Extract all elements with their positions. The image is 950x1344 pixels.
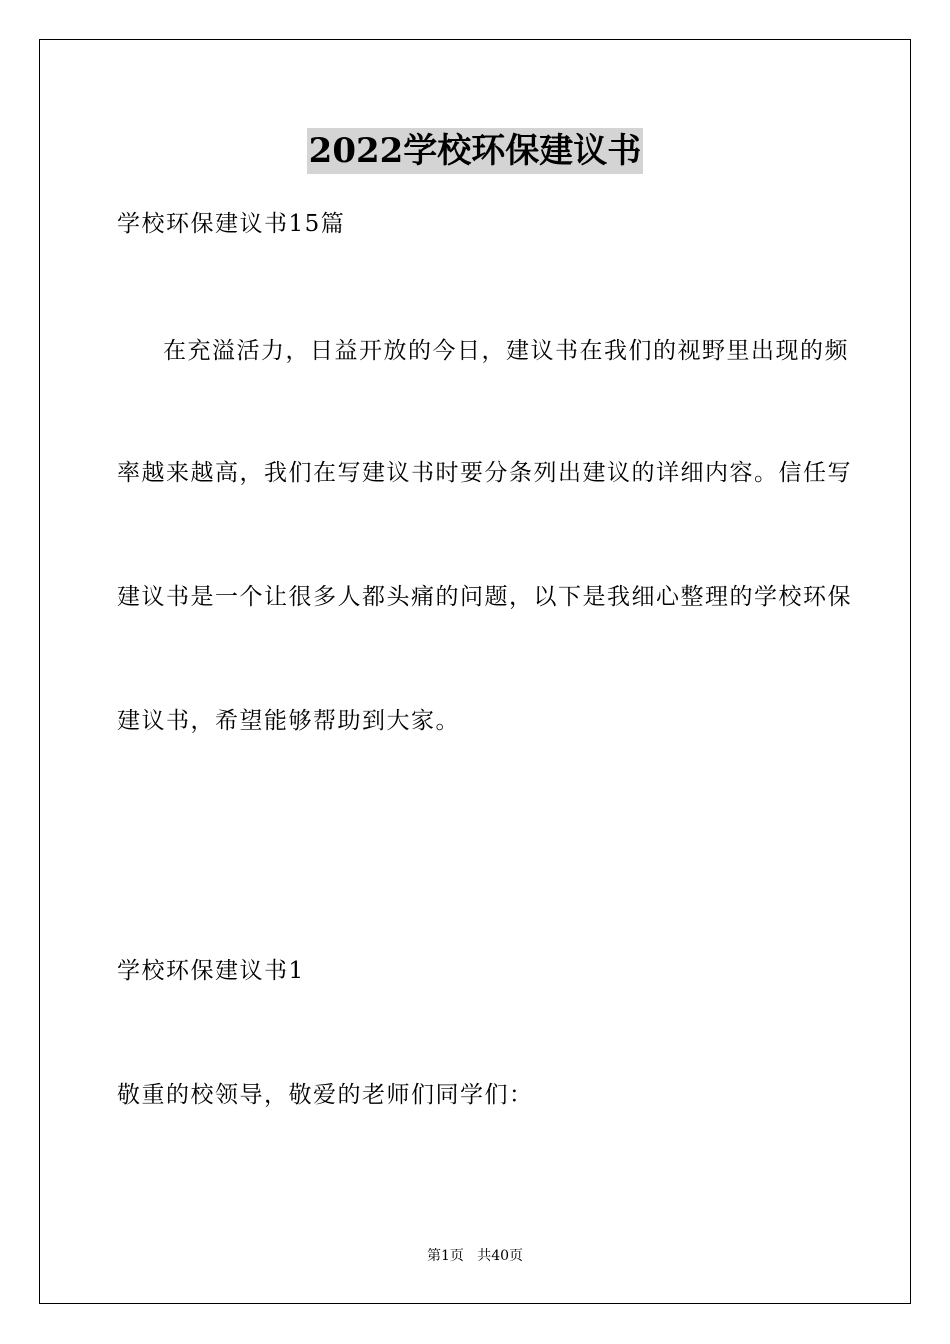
- document-subtitle: 学校环保建议书15篇: [117, 211, 346, 237]
- document-title: 2022学校环保建议书: [307, 128, 644, 174]
- intro-line-2: 率越来越高，我们在写建议书时要分条列出建议的详细内容。信任写: [117, 460, 852, 486]
- intro-line-1: 在充溢活力，日益开放的今日，建议书在我们的视野里出现的频: [163, 338, 849, 364]
- page-footer: 第1页 共40页: [426, 1248, 524, 1264]
- intro-line-4: 建议书，希望能够帮助到大家。: [117, 708, 460, 734]
- title-container: [0, 128, 950, 174]
- section-heading: 学校环保建议书1: [117, 958, 305, 984]
- salutation: 敬重的校领导，敬爱的老师们同学们：: [117, 1082, 534, 1108]
- intro-line-3: 建议书是一个让很多人都头痛的问题，以下是我细心整理的学校环保: [117, 584, 852, 610]
